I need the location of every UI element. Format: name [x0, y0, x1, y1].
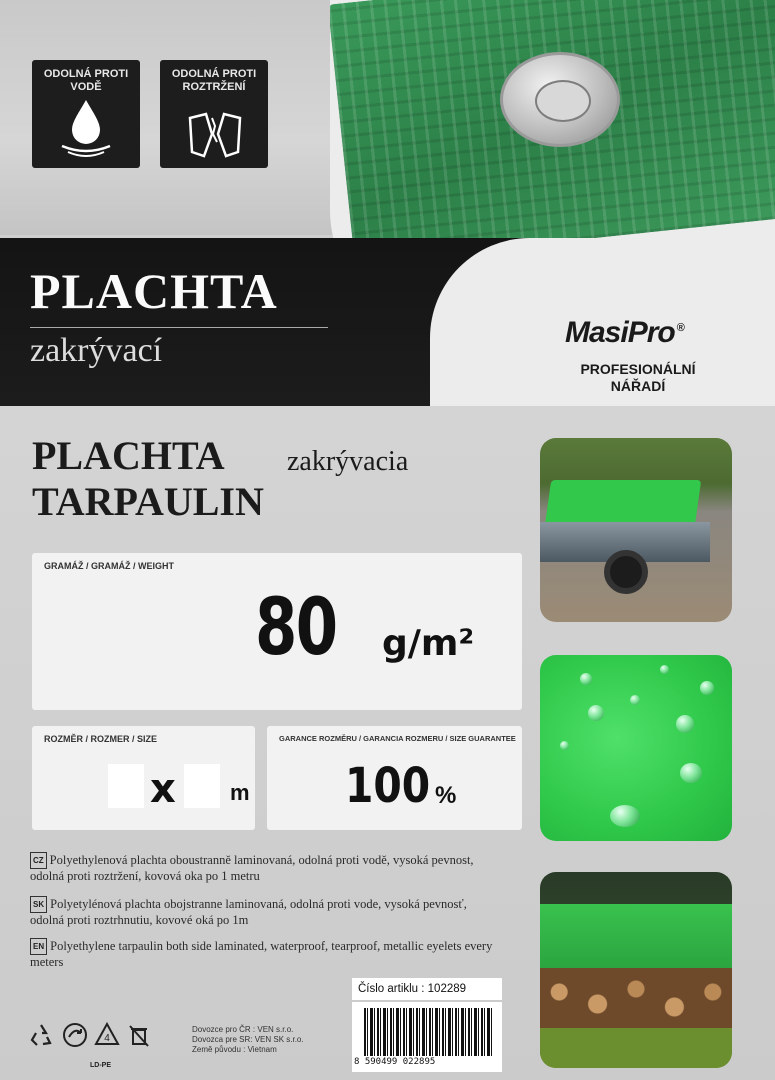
- barcode: [352, 1002, 502, 1072]
- woodpile-logs: [540, 968, 732, 1028]
- woodpile-grass: [540, 1028, 732, 1068]
- green-dot-icon: [62, 1022, 88, 1048]
- registered-mark: ®: [676, 322, 684, 334]
- size-separator: x: [150, 766, 176, 812]
- weight-card: [32, 553, 522, 710]
- recycling-triangle-icon: [94, 1022, 120, 1048]
- water-drop: [560, 741, 569, 750]
- description-sk: [30, 896, 500, 928]
- description-sk-text: Polyetylénová plachta obojstranne laminovaná, odolná proti vode, vysoká pevnosť, odolná proti roztrhnutiu, kovové oká po 1m: [30, 897, 467, 927]
- size-length-blank: [184, 764, 220, 808]
- guarantee-label: GARANCE ROZMĚRU / GARANCIA ROZMERU / SIZE GUARANTEE: [279, 734, 516, 743]
- water-drop: [630, 695, 640, 705]
- woodpile-photo: [540, 872, 732, 1068]
- recycling-code: 4: [104, 1033, 110, 1044]
- brand-name: MasiPro: [565, 316, 675, 349]
- size-width-blank: [108, 764, 144, 808]
- barcode-digits: 8 590499 022895: [354, 1057, 436, 1067]
- description-en-text: Polyethylene tarpaulin both side laminated, waterproof, tearproof, metallic eyelets every meters: [30, 939, 493, 969]
- waterproof-label: ODOLNÁ PROTI VODĚ: [43, 68, 129, 93]
- article-number: Číslo artiklu : 102289: [352, 978, 502, 1000]
- weight-value: 80: [255, 583, 337, 673]
- lang-badge-en: EN: [30, 938, 47, 955]
- lang-badge-sk: SK: [30, 896, 47, 913]
- guarantee-card: [267, 726, 522, 830]
- description-cz-text: Polyethylenová plachta oboustranně laminovaná, odolná proti vodě, vysoká pevnost, odolná proti roztržení, kovová oka po 1 metru: [30, 853, 474, 883]
- waterproof-badge: [32, 60, 140, 168]
- brand-tagline-line1: PROFESIONÁLNÍ: [580, 361, 696, 377]
- trailer-photo: [540, 438, 732, 622]
- tearproof-badge: [160, 60, 268, 168]
- guarantee-value: 100: [345, 758, 431, 814]
- water-drop: [580, 673, 592, 685]
- guarantee-unit: %: [435, 782, 457, 809]
- water-drop-icon: [56, 94, 116, 160]
- brand-tagline-line2: NÁŘADÍ: [610, 378, 666, 394]
- water-drop: [680, 763, 702, 783]
- water-drop: [700, 681, 714, 695]
- tearproof-label: ODOLNÁ PROTI ROZTRŽENÍ: [171, 68, 257, 93]
- product-title-sk-sub: zakrývacia: [287, 446, 409, 477]
- description-cz: [30, 852, 500, 884]
- product-title-en: TARPAULIN: [32, 479, 264, 524]
- trailer-cover: [545, 480, 701, 526]
- country-of-origin: Země původu : Vietnam: [192, 1045, 277, 1054]
- water-drop: [660, 665, 669, 674]
- material-label: LD-PE: [90, 1062, 111, 1069]
- size-label: ROZMĚR / ROZMER / SIZE: [44, 734, 158, 744]
- band-subtitle: zakrývací: [30, 332, 163, 369]
- band-title: PLACHTA: [30, 263, 278, 319]
- hands-tearing-icon: [184, 94, 246, 160]
- brand-tagline: [558, 361, 718, 395]
- water-drop: [610, 805, 640, 827]
- water-drops-photo: [540, 655, 732, 841]
- trash-bin-icon: [126, 1022, 152, 1048]
- weight-unit: g/m²: [382, 623, 475, 664]
- importers-info: [192, 1025, 304, 1055]
- trailer-wheel: [604, 550, 648, 594]
- recycle-icon: [28, 1022, 54, 1048]
- woodpile-cover: [540, 904, 732, 974]
- water-drop: [588, 705, 604, 721]
- importer-sk: Dovozca pre SR: VEN SK s.r.o.: [192, 1035, 304, 1044]
- size-unit: m: [230, 780, 250, 805]
- water-drop: [676, 715, 694, 733]
- brand-logo: [565, 316, 715, 350]
- band-divider: [30, 327, 328, 328]
- grommet-eyelet-icon: [500, 52, 620, 147]
- size-card: [32, 726, 255, 830]
- description-en: [30, 938, 500, 970]
- weight-label: GRAMÁŽ / GRAMÁŽ / WEIGHT: [44, 561, 174, 571]
- barcode-bars: [364, 1008, 494, 1056]
- importer-cz: Dovozce pro ČR : VEN s.r.o.: [192, 1025, 294, 1034]
- lang-badge-cz: CZ: [30, 852, 47, 869]
- product-title-sk: PLACHTA: [32, 433, 225, 478]
